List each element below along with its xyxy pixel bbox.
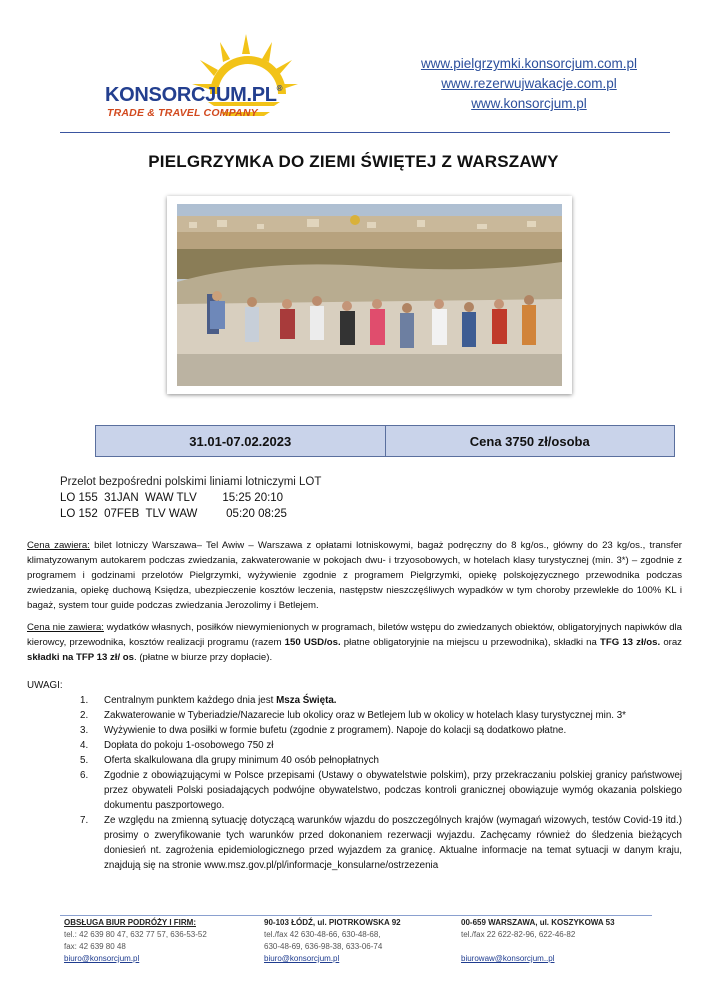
photo-frame — [167, 196, 572, 394]
email-link[interactable]: biuro@konsorcjum.pl — [64, 954, 140, 963]
footer-office-lodz: 90-103 ŁÓDŹ, ul. PIOTRKOWSKA 92 tel./fax 42 630-48-66, 630-48-68, 630-48-69, 636-98-38, 633-06-74 biuro@konsorcjum.pl — [264, 918, 401, 963]
excludes-label: Cena nie zawiera: — [27, 622, 104, 633]
list-item: 6. Zgodnie z obowiązującymi w Polsce przepisami (Ustawy o obywatelstwie polskim), przy przekraczaniu polskiej granicy państwowej przez obywateli Polski posiadających podwójne obywatelstwo, podczas kontroli granicznej obowiązuje wymóg okazania polskiego dokumentu paszportowego. — [80, 770, 682, 811]
link-pielgrzymki[interactable]: www.pielgrzymki.konsorcjum.com.pl — [420, 56, 637, 71]
price-excludes — [27, 620, 682, 665]
flight-row: LO 155 31JAN WAW TLV 15:25 20:10 — [60, 492, 284, 504]
flight-heading: Przelot bezpośredni polskimi liniami lotniczymi LOT — [60, 476, 322, 488]
excludes-text: wydatków własnych, posiłków niewymienionych w programach, biletów wstępu do zwiedzanych obiektów, obligatoryjnych napiwków dla kierowcy, przewodnika, kosztów realizacji programu (razem — [27, 622, 682, 648]
trip-info-bar — [95, 425, 675, 457]
excludes-text: płatne obligatoryjnie na miejscu u przewodnika), składki na — [340, 637, 600, 648]
list-item: 1. Centralnym punktem każdego dnia jest Msza Święta. — [80, 695, 337, 706]
excludes-text: oraz — [660, 637, 682, 648]
notes-label: UWAGI: — [27, 680, 63, 691]
price-includes — [27, 538, 682, 613]
website-links — [421, 54, 637, 114]
company-logo[interactable] — [105, 34, 305, 126]
email-link[interactable]: biurowaw@konsorcjum..pl — [461, 954, 555, 963]
header-divider — [60, 132, 670, 133]
email-link[interactable]: biuro@konsorcjum.pl — [264, 954, 340, 963]
excludes-program-cost: 150 USD/os. — [284, 637, 341, 648]
jerusalem-group-photo — [177, 204, 562, 386]
footer-office-warszawa: 00-659 WARSZAWA, ul. KOSZYKOWA 53 tel./fax 22 622-82-96, 622-46-82 biurowaw@konsorcjum..pl — [461, 918, 615, 963]
trip-price: Cena 3750 zł/osoba — [469, 433, 590, 449]
link-konsorcjum[interactable]: www.konsorcjum.pl — [471, 96, 587, 111]
excludes-text: . (płatne w biurze przy dopłacie). — [134, 652, 273, 663]
footer-divider — [60, 915, 652, 916]
flight-row: LO 152 07FEB TLV WAW 05:20 08:25 — [60, 508, 287, 520]
footer-office-agencies: OBSŁUGA BIUR PODRÓŻY I FIRM: tel.: 42 639 80 47, 632 77 57, 636-53-52 fax: 42 639 80 48 biuro@konsorcjum.pl — [64, 918, 207, 963]
link-rezerwujwakacje[interactable]: www.rezerwujwakacje.com.pl — [441, 76, 617, 91]
page-title: PIELGRZYMKA DO ZIEMI ŚWIĘTEJ Z WARSZAWY — [148, 152, 559, 171]
notes-list — [80, 693, 682, 873]
brand-tagline: TRADE & TRAVEL COMPANY — [107, 107, 258, 119]
flight-details — [60, 474, 321, 522]
list-item: 3. Wyżywienie to dwa posiłki w formie bufetu (zgodnie z programem). Napoje do kolacji są dodatkowo płatne. — [80, 725, 567, 736]
list-item: 2. Zakwaterowanie w Tyberiadzie/Nazarecie lub okolicy oraz w Betlejem lub w okolicy w hotelach klasy turystycznej min. 3* — [80, 710, 626, 721]
excludes-tfg: TFG 13 zł/os. — [599, 637, 661, 648]
includes-text: bilet lotniczy Warszawa– Tel Awiw – Warszawa z opłatami lotniskowymi, bagaż podręczny do 8 kg/os., główny do 23 kg/os., transfer klimatyzowanym autokarem podczas zwiedzania, zakwaterowanie w pokojach dwu- i trzyosobowych, w hotelach klasy turystycznej (min. 3*) – zgodnie z programem i godzinami przelotów Pielgrzymki, wyżywienie zgodnie z programem Pielgrzymki, opiekę polskojęzycznego przewodnika podczas zwiedzania, opiekę duchową Księdza, ubezpieczenie kosztów leczenia, następstw nieszczęśliwych wypadków w tym choroby przewlekłe do 100% KL i bagaż, system tour guide podczas zwiedzania Jerozolimy i Betlejem. — [27, 540, 683, 611]
list-item: 4. Dopłata do pokoju 1-osobowego 750 zł — [80, 740, 274, 751]
trip-dates: 31.01-07.02.2023 — [96, 426, 386, 456]
brand-name: KONSORCJUM.PL® — [105, 84, 283, 106]
list-item: 5. Oferta skalkulowana dla grupy minimum 40 osób pełnopłatnych — [80, 755, 380, 766]
excludes-tfp: składki na TFP 13 zł/ os — [27, 652, 134, 663]
list-item: 7. Ze względu na zmienną sytuację dotyczącą warunków wjazdu do poszczególnych krajów (wymagań wizowych, testów Covid-19 itd.) prosimy o zweryfikowanie tych warunków przed dokonaniem rezerwacji wyjazdu. Zachęcamy również do śledzenia bieżących doniesień nt. zagrożenia epidemiologicznego przed wyjazdem za granicę. Aktualne informacje na temat sytuacji w danym kraju, znajdują się na stronie www.msz.gov.pl/pl/informacje_konsularne/ostrzezenia — [80, 815, 682, 871]
includes-label: Cena zawiera: — [27, 540, 90, 551]
